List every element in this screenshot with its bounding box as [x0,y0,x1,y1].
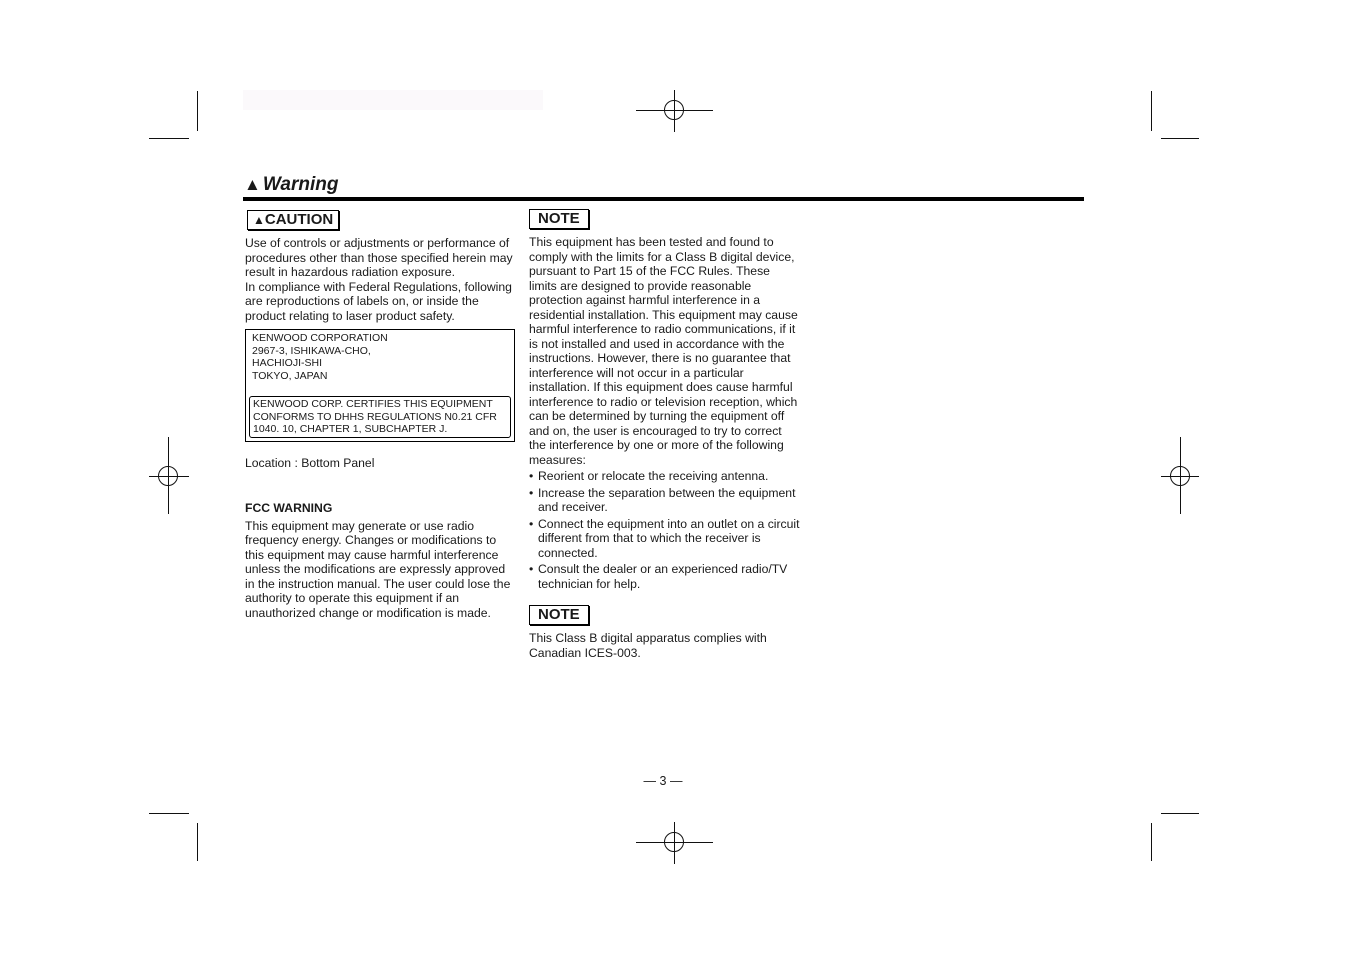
laser-label-reproduction [245,329,515,442]
crop-mark-top-left-vertical [197,91,198,131]
page-title [244,174,338,196]
caution-text: Use of controls or adjustments or performance of procedures other than those specified herein may result in hazardous radiation exposure. [245,236,513,279]
list-item: • Reorient or relocate the receiving antenna. [529,469,801,484]
left-column [245,210,517,620]
note-badge-canada: NOTE [529,605,589,625]
address-line: TOKYO, JAPAN [252,369,328,382]
label-location: Location : Bottom Panel [245,455,375,470]
address-line: KENWOOD CORPORATION [252,332,388,344]
interference-measures-list [529,469,801,591]
title-rule [243,197,1084,201]
list-item: • Connect the equipment into an outlet on a circuit different from that to which the receiver is connected. [529,517,801,561]
crop-mark-bottom-right-vertical [1151,823,1152,861]
certification-line: CONFORMS TO DHHS REGULATIONS N0.21 CFR [253,410,497,423]
crop-mark-top-right-horizontal [1161,138,1199,139]
canada-note-text: This Class B digital apparatus complies with Canadian ICES-003. [529,631,767,660]
crop-mark-bottom-left-horizontal [149,813,189,814]
certification-label [249,396,511,438]
warning-triangle-icon: ▲ [244,175,261,194]
page-number: — 3 — [643,774,683,788]
list-item: • Increase the separation between the equipment and receiver. [529,486,801,515]
crop-mark-top-right-vertical [1151,91,1152,131]
right-column [529,209,801,660]
note-badge: NOTE [529,209,589,229]
list-item: • Consult the dealer or an experienced radio/TV technician for help. [529,562,801,591]
crop-mark-bottom-right-horizontal [1161,813,1199,814]
address-line: HACHIOJI-SHI [252,357,323,369]
fcc-warning-heading: FCC WARNING [245,501,333,515]
caution-label: CAUTION [264,211,334,228]
fcc-note-text: This equipment has been tested and found to comply with the limits for a Class B digital device, pursuant to Part 15 of the FCC Rules. These limits are designed to provide reasonable protection against harmful interference in a residential installation. This equipment may cause harmful interference to radio communications, if it is not installed and used in accordance with the instructions. However, there is no guarantee that interference will not occur in a particular installation. If this equipment does cause harmful interference to radio or television reception, which can be determined by turning the equipment off and on, the user is encouraged to try to correct the interference by one or more of the following measures: [529,235,798,467]
crop-mark-bottom-left-vertical [197,823,198,861]
fcc-warning-text: This equipment may generate or use radio frequency energy. Changes or modifications to this equipment may cause harmful interference unless the modifications are expressly approved in the instruction manual. The user could lose the authority to operate this equipment if an unauthorized change or modification is made. [245,518,511,620]
address-line: 2967-3, ISHIKAWA-CHO, [252,344,371,357]
page-title-text: Warning [262,174,339,195]
certification-line: KENWOOD CORP. CERTIFIES THIS EQUIPMENT [253,398,493,410]
faint-header-band [243,90,543,110]
caution-badge [247,210,339,230]
certification-line: 1040. 10, CHAPTER 1, SUBCHAPTER J. [253,423,448,435]
compliance-text: In compliance with Federal Regulations, following are reproductions of labels on, or inside the product relating to laser product safety. [245,279,512,323]
caution-triangle-icon: ▲ [253,213,265,227]
manufacturer-address [249,332,511,382]
crop-mark-top-left-horizontal [149,138,189,139]
